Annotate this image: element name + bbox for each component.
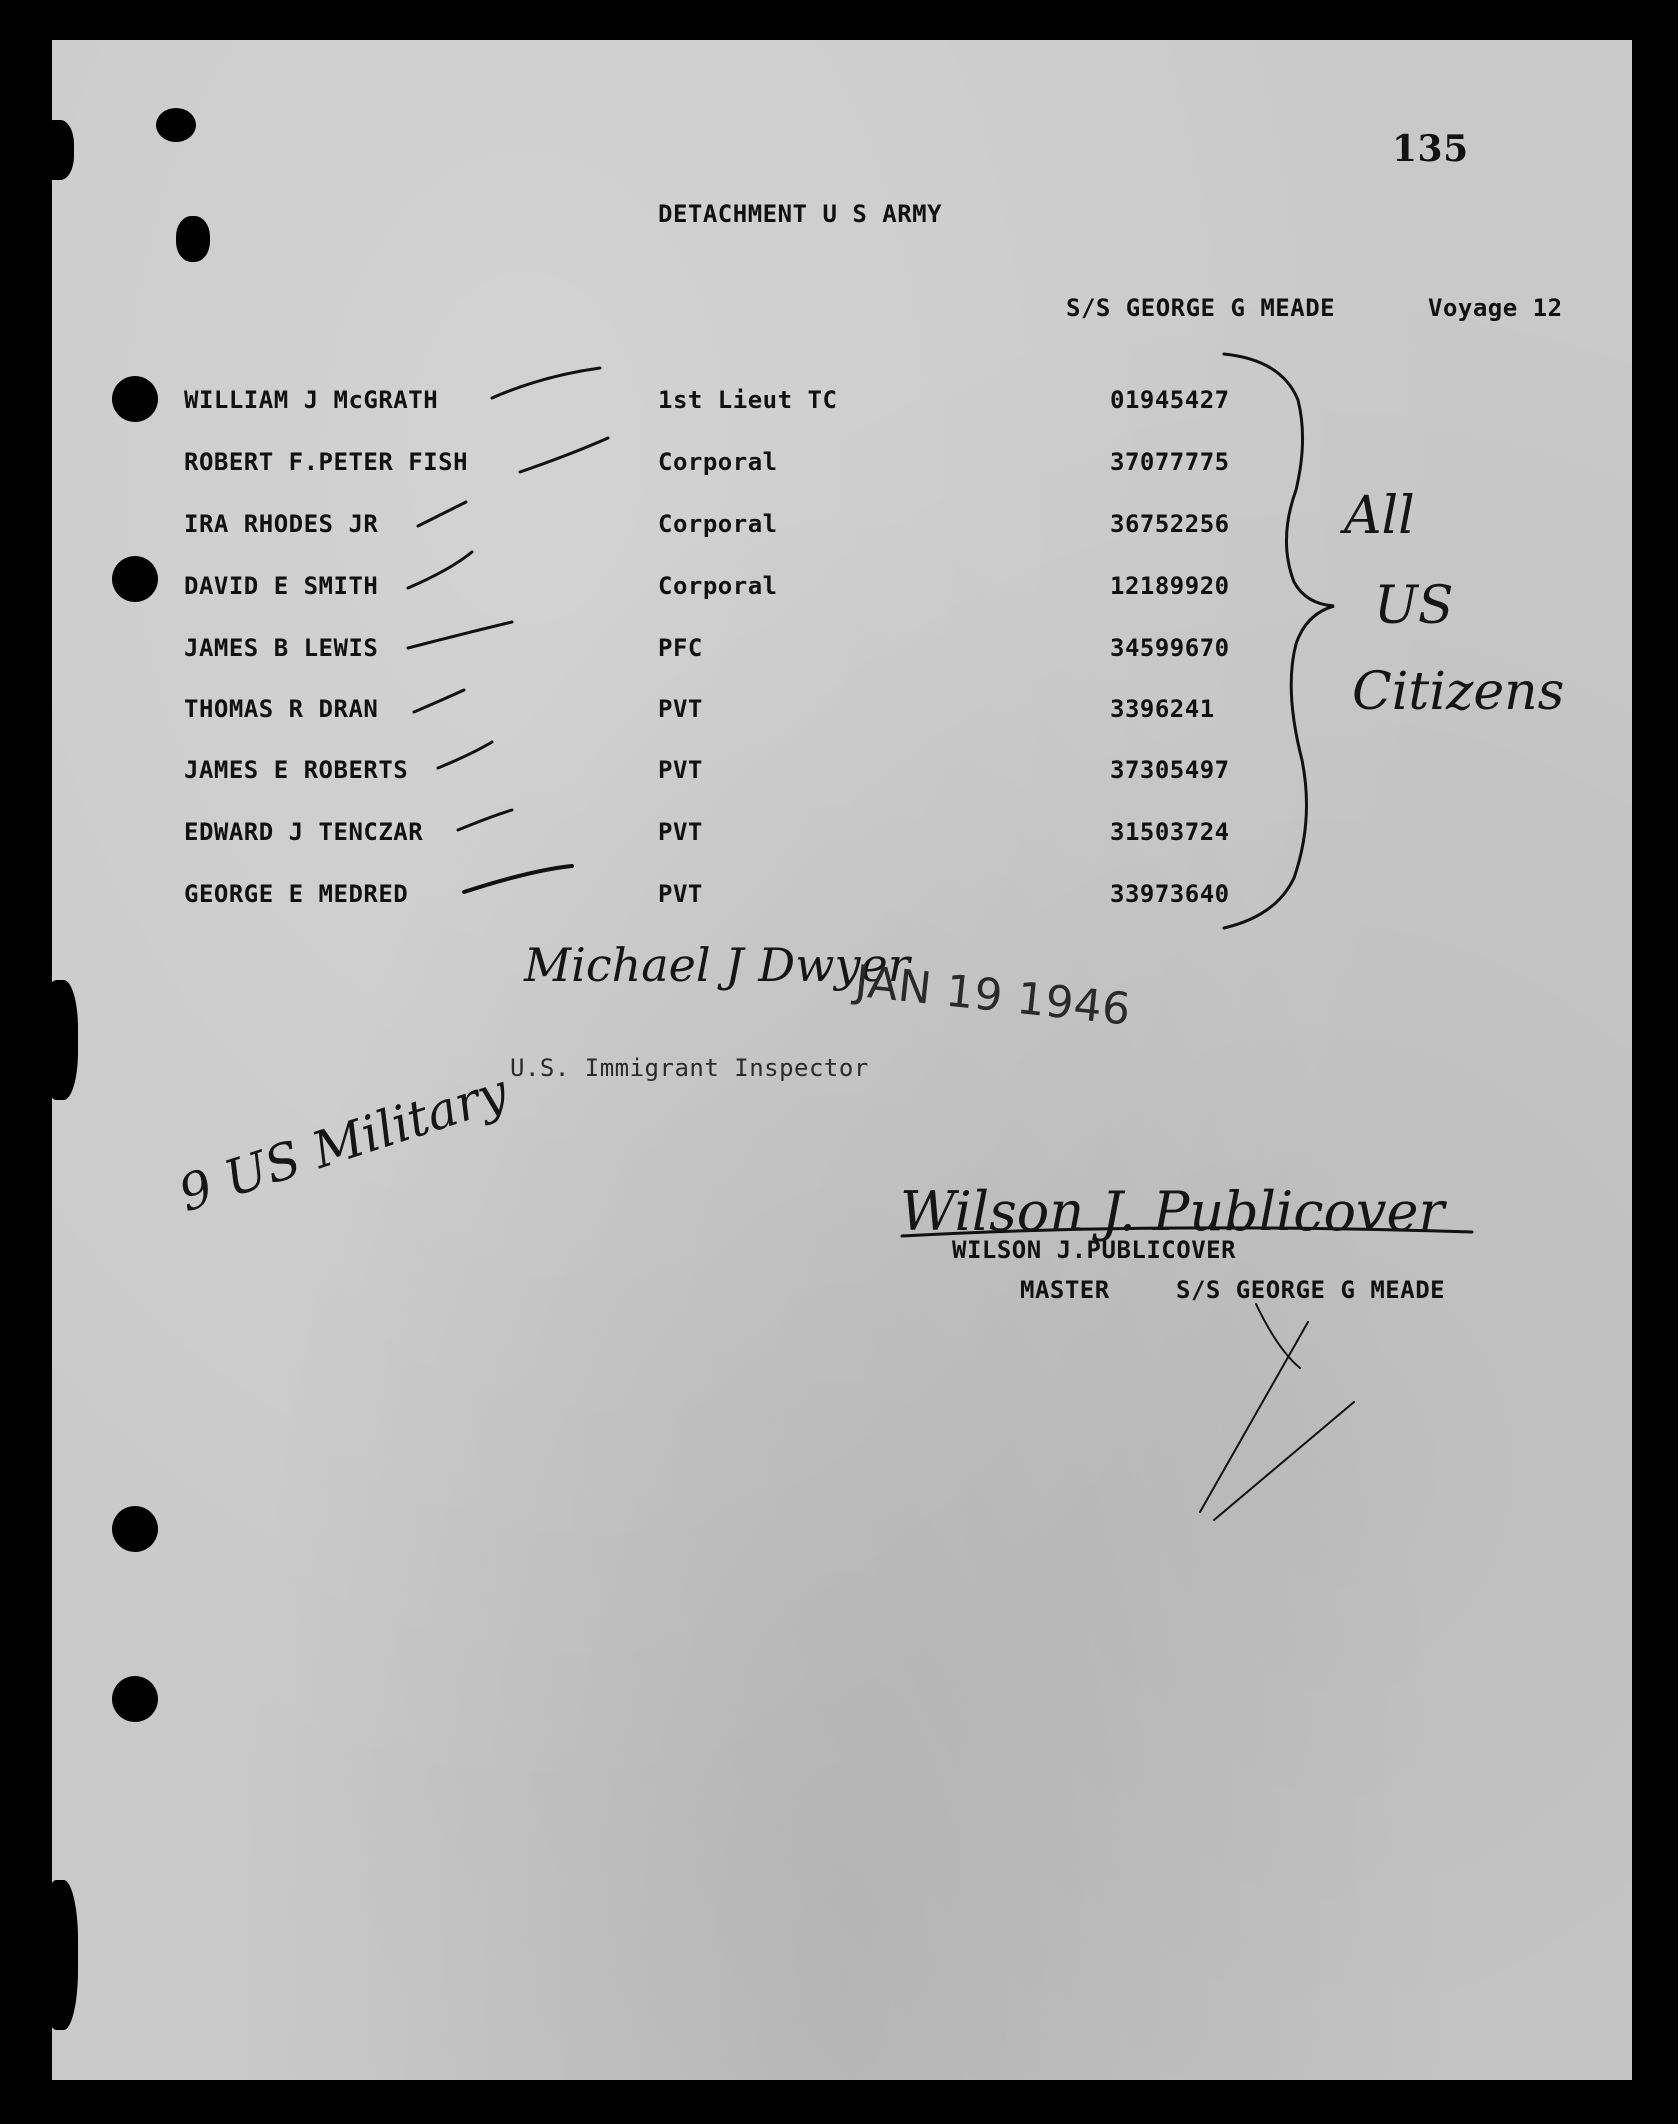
date-stamp: JAN 19 1946 — [852, 956, 1134, 1036]
person-name: EDWARD J TENCZAR — [184, 818, 424, 846]
person-name: JAMES B LEWIS — [184, 634, 379, 662]
person-rank: PVT — [658, 756, 703, 784]
inspector-signature: Michael J Dwyer — [524, 938, 910, 992]
person-serial: 31503724 — [1110, 818, 1230, 846]
person-rank: PVT — [658, 695, 703, 723]
person-rank: Corporal — [658, 572, 778, 600]
citizens-note-line-3: Citizens — [1352, 662, 1565, 722]
person-name: THOMAS R DRAN — [184, 695, 379, 723]
check-stroke — [458, 810, 512, 830]
check-stroke — [464, 866, 572, 892]
citizens-note-line-2: US — [1374, 576, 1454, 636]
person-name: WILLIAM J McGRATH — [184, 386, 439, 414]
person-rank: PVT — [658, 880, 703, 908]
voyage-number: Voyage 12 — [1428, 294, 1563, 322]
person-serial: 01945427 — [1110, 386, 1230, 414]
check-stroke — [408, 552, 472, 588]
person-name: GEORGE E MEDRED — [184, 880, 409, 908]
master-signature: Wilson J. Publicover — [900, 1180, 1445, 1243]
check-stroke — [438, 742, 492, 768]
person-serial: 3396241 — [1110, 695, 1215, 723]
manifest-page — [52, 40, 1632, 2080]
citizens-note-line-1: All — [1344, 486, 1415, 546]
master-title: MASTER — [1020, 1276, 1110, 1304]
check-stroke — [414, 690, 464, 712]
brace-mark — [1224, 354, 1334, 928]
scribble-mark — [1256, 1304, 1300, 1368]
check-stroke — [492, 368, 600, 398]
person-serial: 36752256 — [1110, 510, 1230, 538]
page-number: 135 — [1392, 128, 1469, 170]
check-stroke — [408, 622, 512, 648]
person-serial: 37305497 — [1110, 756, 1230, 784]
scribble-mark — [1214, 1402, 1354, 1520]
person-serial: 33973640 — [1110, 880, 1230, 908]
person-serial: 12189920 — [1110, 572, 1230, 600]
person-rank: PVT — [658, 818, 703, 846]
scribble-mark — [1200, 1322, 1308, 1512]
master-ship: S/S GEORGE G MEADE — [1176, 1276, 1446, 1304]
person-rank: Corporal — [658, 448, 778, 476]
person-name: ROBERT F.PETER FISH — [184, 448, 469, 476]
check-stroke — [418, 502, 466, 526]
military-count-note: 9 US Military — [172, 1062, 515, 1224]
person-rank: Corporal — [658, 510, 778, 538]
person-name: JAMES E ROBERTS — [184, 756, 409, 784]
page-title: DETACHMENT U S ARMY — [658, 200, 943, 228]
inspector-title: U.S. Immigrant Inspector — [510, 1054, 869, 1082]
ship-name: S/S GEORGE G MEADE — [1066, 294, 1336, 322]
person-serial: 34599670 — [1110, 634, 1230, 662]
person-serial: 37077775 — [1110, 448, 1230, 476]
person-name: IRA RHODES JR — [184, 510, 379, 538]
person-rank: 1st Lieut TC — [658, 386, 838, 414]
check-stroke — [520, 438, 608, 472]
person-name: DAVID E SMITH — [184, 572, 379, 600]
person-rank: PFC — [658, 634, 703, 662]
master-name: WILSON J.PUBLICOVER — [952, 1236, 1237, 1264]
